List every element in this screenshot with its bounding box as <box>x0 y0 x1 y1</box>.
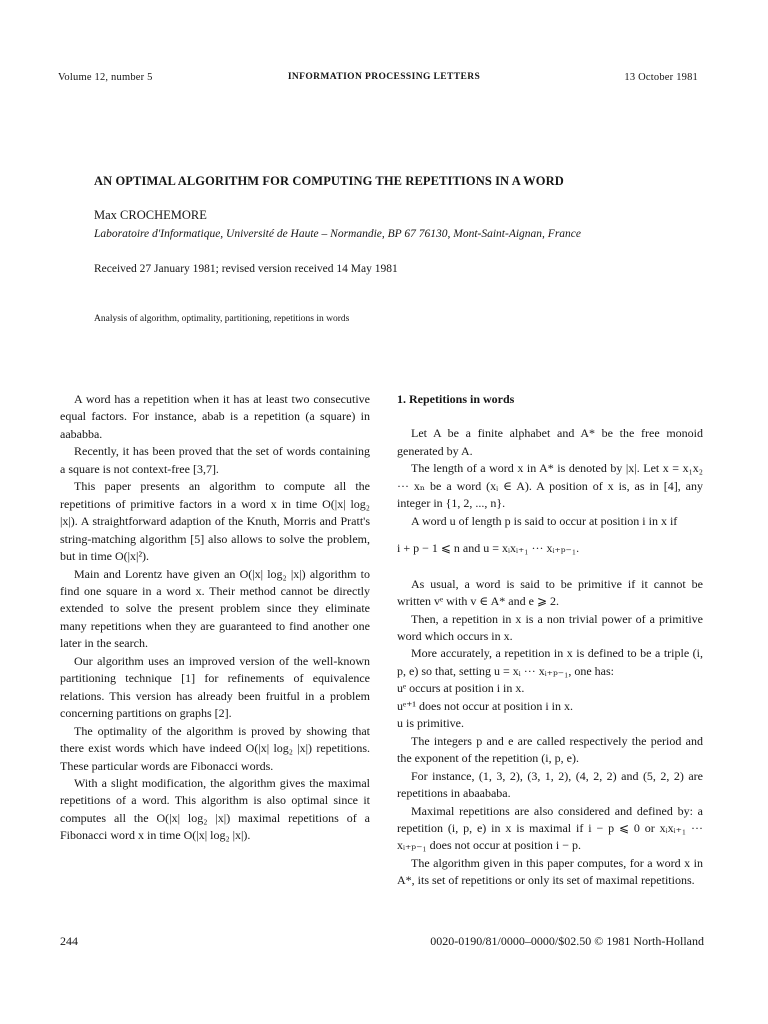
condition-line: u is primitive. <box>397 716 464 731</box>
keywords: Analysis of algorithm, optimality, partitioning, repetitions in words <box>94 314 350 324</box>
occurrence-formula: i + p − 1 ⩽ n and u = xᵢxᵢ₊₁ ··· xᵢ₊ₚ₋₁. <box>397 541 580 556</box>
author-affiliation: Laboratoire d'Informatique, Université de Haute – Normandie, BP 67 76130, Mont-Saint-Aignan, France <box>94 228 582 240</box>
paragraph: Main and Lorentz have given an O(|x| log₂ |x|) algorithm to find one square in a word x. Their method cannot be directly extended to solve the present problem since they eliminate many repetitions when they are guaranteed to find another one later in the search. <box>60 566 370 651</box>
right-column <box>397 391 703 890</box>
paragraph: More accurately, a repetition in x is defined to be a triple (i, p, e) so that, setting u = xᵢ ··· xᵢ₊ₚ₋₁, one has: <box>397 646 703 678</box>
paragraph: Maximal repetitions are also considered and defined by: a repetition (i, p, e) in x is maximal if i − p ⩽ 0 or xᵢxᵢ₊₁ ··· xᵢ₊ₚ₋₁ does not occur at position i − p. <box>397 803 703 853</box>
section-heading: 1. Repetitions in words <box>397 392 515 406</box>
paragraph: The algorithm given in this paper computes, for a word x in A*, its set of repetitions or only its set of maximal repetitions. <box>397 855 703 888</box>
journal-volume: Volume 12, number 5 <box>58 72 153 83</box>
received-date: Received 27 January 1981; revised version received 14 May 1981 <box>94 263 398 275</box>
paragraph: Let A be a finite alphabet and A* be the free monoid generated by A. <box>397 426 703 458</box>
issue-date: 13 October 1981 <box>624 72 698 83</box>
paragraph: For instance, (1, 3, 2), (3, 1, 2), (4, 2, 2) and (5, 2, 2) are repetitions in abaababa. <box>397 768 703 801</box>
left-column <box>60 391 370 845</box>
page-number: 244 <box>60 934 78 948</box>
paper-title: AN OPTIMAL ALGORITHM FOR COMPUTING THE REPETITIONS IN A WORD <box>94 174 564 188</box>
paragraph: This paper presents an algorithm to compute all the repetitions of primitive factors in a word x in time O(|x| log₂ |x|). A straightforward adaption of the Knuth, Morris and Pratt's string-matching algorithm [5] also allows to solve the problem, but in time O(|x|²). <box>60 479 370 564</box>
paragraph: Recently, it has been proved that the set of words containing a square is not context-free [3,7]. <box>60 444 370 476</box>
author-name: Max CROCHEMORE <box>94 208 207 222</box>
paragraph: With a slight modification, the algorithm gives the maximal repetitions of a word. This algorithm is also optimal since it computes all the O(|x| log₂ |x|) maximal repetitions of a Fibonacci word x in time O(|x| log₂ |x|). <box>60 775 370 843</box>
paragraph: As usual, a word is said to be primitive if it cannot be written vᵉ with v ∈ A* and e ⩾ 2. <box>397 576 703 609</box>
paragraph: Then, a repetition in x is a non trivial power of a primitive word which occurs in x. <box>397 611 703 643</box>
condition-line: uᵉ occurs at position i in x. <box>397 681 525 696</box>
copyright-line: 0020-0190/81/0000–0000/$02.50 © 1981 North-Holland <box>430 934 704 948</box>
condition-line: uᵉ⁺¹ does not occur at position i in x. <box>397 698 573 713</box>
paragraph: The optimality of the algorithm is proved by showing that there exist words which have indeed O(|x| log₂ |x|) repetitions. These particular words are Fibonacci words. <box>60 723 370 773</box>
paragraph: Our algorithm uses an improved version of the well-known partitioning technique [1] for refinements of equivalence relations. This version has already been fruitful in a problem concerning partitions on graphs [2]. <box>60 653 370 721</box>
paragraph: The length of a word x in A* is denoted by |x|. Let x = x₁x₂ ··· xₙ be a word (xᵢ ∈ A). A position of x is, as in [4], any integer in {1, 2, ..., n}. <box>397 461 703 511</box>
paragraph: A word u of length p is said to occur at position i in x if <box>411 513 678 528</box>
paragraph: A word has a repetition when it has at least two consecutive equal factors. For instance, abab is a repetition (a square) in aababba. <box>60 392 370 441</box>
journal-title: INFORMATION PROCESSING LETTERS <box>287 72 481 82</box>
paragraph: The integers p and e are called respectively the period and the exponent of the repetition (i, p, e). <box>397 733 703 766</box>
